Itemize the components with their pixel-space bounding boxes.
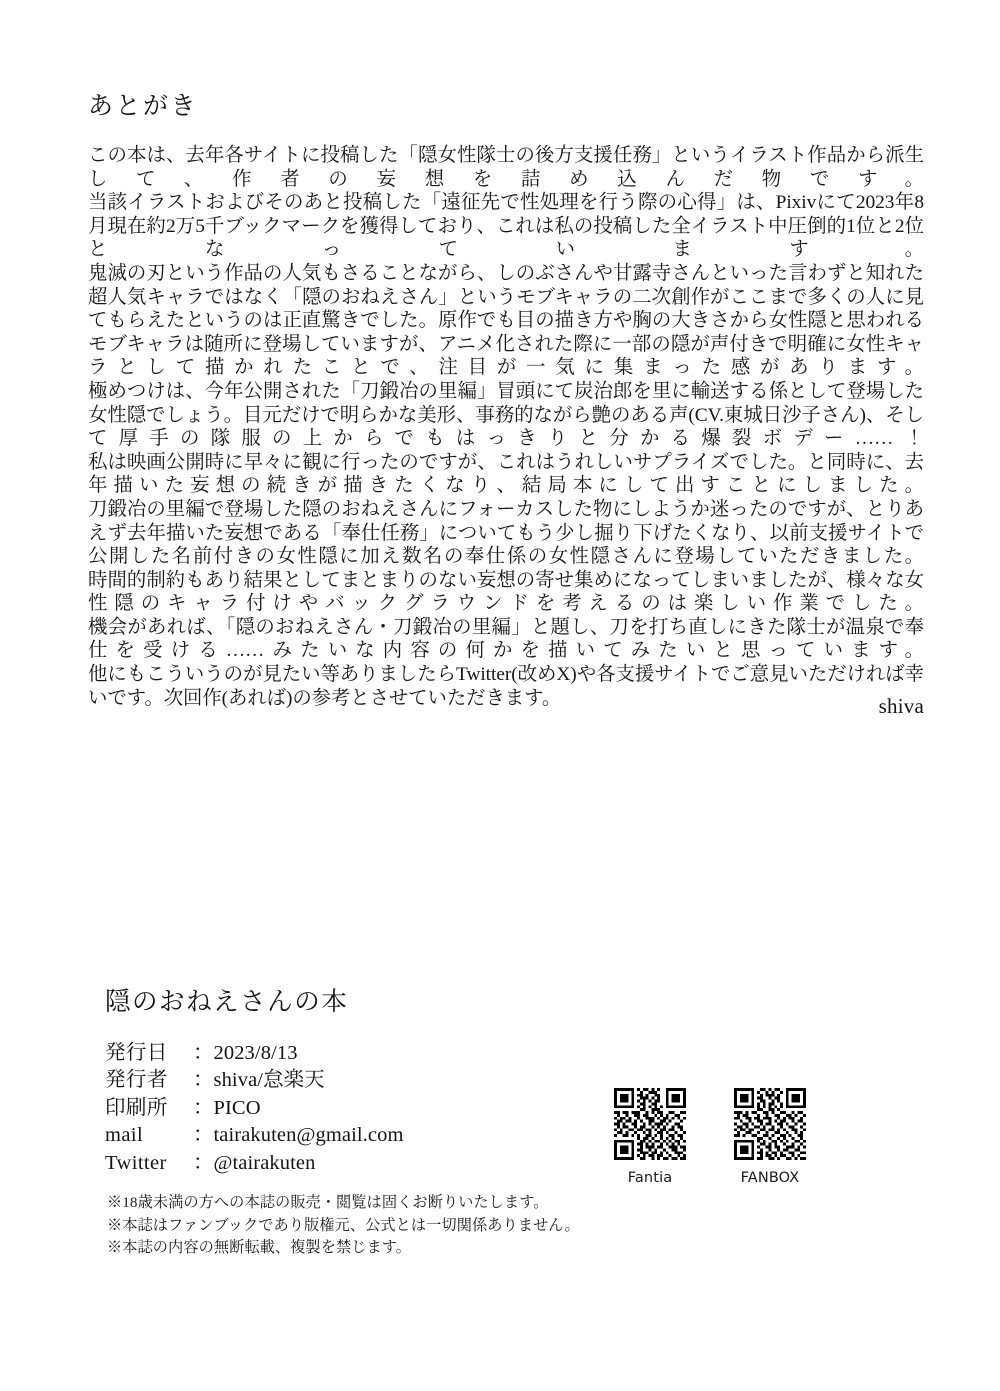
afterword-body	[88, 144, 924, 710]
colophon-label: mail	[105, 1124, 144, 1147]
colophon-section	[105, 986, 565, 1177]
colophon-row-printer	[105, 1095, 404, 1123]
colophon-value-mail[interactable]: tairakuten@gmail.com	[213, 1124, 404, 1147]
notice-reproduction-prohibited: ※本誌の内容の無断転載、複製を禁じます。	[107, 1239, 412, 1256]
afterword-heading: あとがき	[88, 93, 199, 120]
afterword-paragraph: 機会があれば、「隠のおねえさん・刀鍛冶の里編」と題し、刀を打ち直しにきた隊士が温泉で奉仕を受ける……みたいな内容の何かを描いてみたいと思っています。	[88, 616, 924, 662]
colophon-row-twitter	[105, 1150, 404, 1178]
colophon-separator: ：	[193, 1151, 214, 1174]
qr-code-icon[interactable]	[734, 1088, 806, 1160]
notice-age-restriction: ※18歳未満の方への本誌の販売・閲覧は固くお断りいたします。	[107, 1194, 549, 1211]
afterword-paragraph: 時間的制約もあり結果としてまとまりのない妄想の寄せ集めになってしまいましたが、様々な女性隠のキャラ付けやバックグラウンドを考えるのは楽しい作業でした。	[88, 569, 924, 615]
colophon-row-publisher	[105, 1067, 404, 1095]
afterword-paragraph: 他にもこういうのが見たい等ありましたらTwitter(改めX)や各支援サイトでご意見いただければ幸いです。次回作(あれば)の参考とさせていただきます。	[88, 664, 924, 709]
qr-caption-fantia: Fantia	[627, 1170, 673, 1186]
colophon-label: 印刷所	[105, 1096, 168, 1119]
qr-code-icon[interactable]	[614, 1088, 686, 1160]
afterword-section	[88, 92, 924, 710]
colophon-label: 発行日	[105, 1041, 168, 1064]
colophon-separator: ：	[193, 1041, 214, 1064]
afterword-paragraph: 私は映画公開時に早々に観に行ったのですが、これはうれしいサプライズでした。と同時に、去年描いた妄想の続きが描きたくなり、結局本にして出すことにしました。	[88, 451, 924, 497]
afterword-paragraph: 極めつけは、今年公開された「刀鍛冶の里編」冒頭にて炭治郎を里に輸送する係として登場した女性隠でしょう。目元だけで明らかな美形、事務的ながら艶のある声(CV.東城日沙子さん)、そして厚手の隊服の上からでもはっきりと分かる爆裂ボデー……！	[88, 380, 924, 450]
qr-caption-fanbox: FANBOX	[740, 1170, 800, 1186]
colophon-separator: ：	[193, 1096, 214, 1119]
colophon-row-publication-date	[105, 1040, 404, 1068]
colophon-value: 2023/8/13	[213, 1041, 298, 1064]
qr-item-fanbox[interactable]	[734, 1088, 806, 1187]
author-signature: shiva	[878, 694, 924, 718]
afterword-paragraph: この本は、去年各サイトに投稿した「隠女性隊士の後方支援任務」というイラスト作品から派生して、作者の妄想を詰め込んだ物です。	[88, 145, 924, 190]
support-site-qr-codes	[614, 1088, 806, 1187]
colophon-label: 発行者	[105, 1069, 168, 1092]
colophon-value-twitter[interactable]: @tairakuten	[213, 1151, 316, 1174]
afterword-paragraph: 鬼滅の刃という作品の人気もさることながら、しのぶさんや甘露寺さんといった言わずと知れた超人気キャラではなく「隠のおねえさん」というモブキャラの二次創作がここまで多くの人に見てもらえたというのは正直驚きでした。原作でも目の描き方や胸の大きさから女性隠と思われるモブキャラは随所に登場していますが、アニメ化された際に一部の隠が声付きで明確に女性キャラとして描かれたことで、注目が一気に集まった感があります。	[88, 262, 924, 379]
notice-fanbook-disclaimer: ※本誌はファンブックであり版権元、公式とは一切関係ありません。	[107, 1216, 580, 1234]
colophon-separator: ：	[193, 1124, 214, 1147]
notices-section	[107, 1192, 580, 1260]
qr-item-fantia[interactable]	[614, 1088, 686, 1187]
colophon-value: shiva/怠楽天	[213, 1069, 325, 1092]
colophon-separator: ：	[193, 1069, 214, 1092]
colophon-value: PICO	[213, 1096, 261, 1119]
afterword-paragraph: 刀鍛冶の里編で登場した隠のおねえさんにフォーカスした物にしようか迷ったのですが、とりあえず去年描いた妄想である「奉仕任務」についてもう少し掘り下げたくなり、以前支援サイトで公開した名前付きの女性隠に加え数名の奉仕係の女性隠さんに登場していただきました。	[88, 498, 924, 568]
colophon-row-mail	[105, 1122, 404, 1150]
colophon-table	[105, 1040, 404, 1178]
colophon-label: Twitter	[105, 1151, 167, 1174]
book-title: 隠のおねえさんの本	[105, 987, 349, 1016]
afterword-paragraph: 当該イラストおよびそのあと投稿した「遠征先で性処理を行う際の心得」は、Pixivにて2023年8月現在約2万5千ブックマークを獲得しており、これは私の投稿した全イラスト中圧倒的1位と2位となっています。	[88, 192, 924, 261]
